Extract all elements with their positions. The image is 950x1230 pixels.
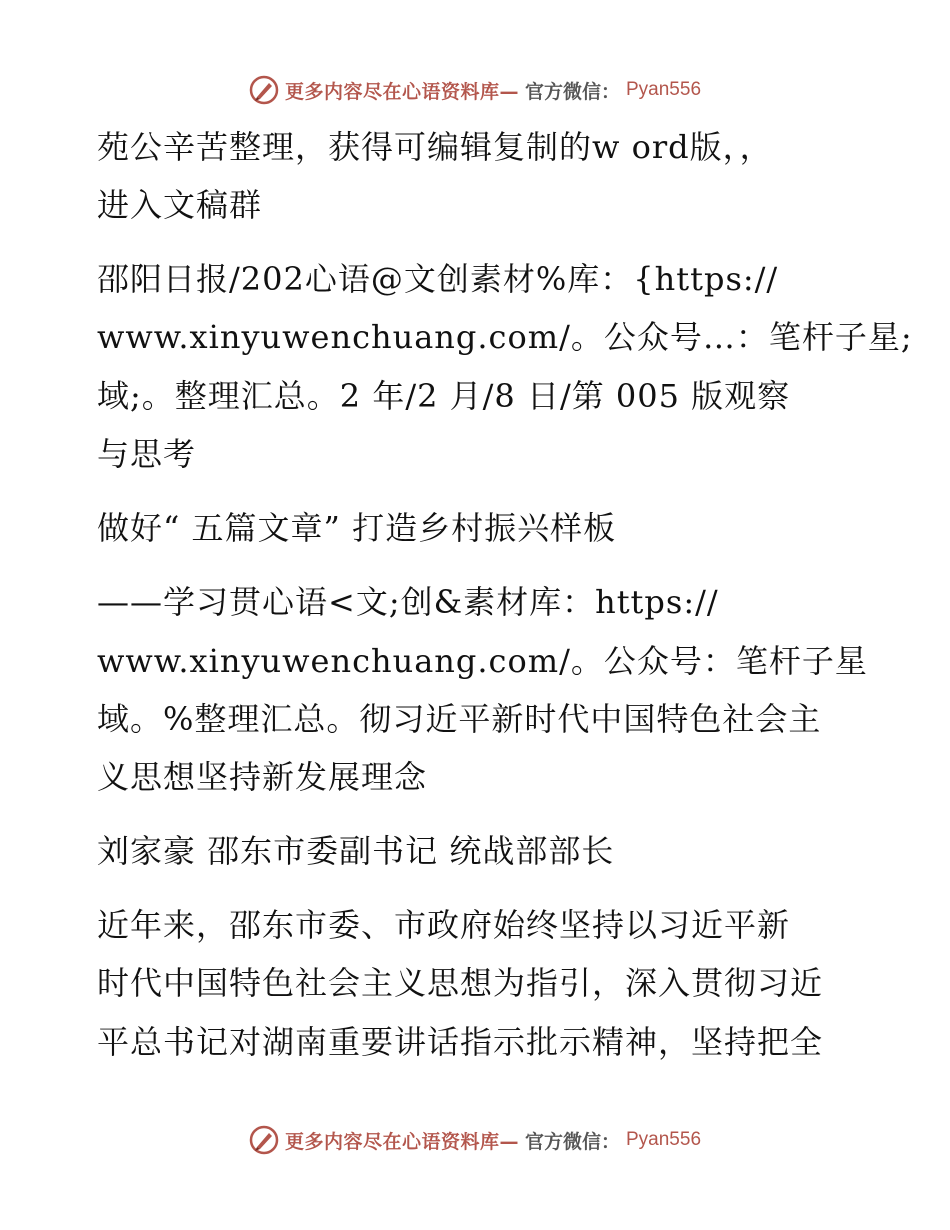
text-line: www.xinyuwenchuang.com/。公众号…：笔杆子星; <box>97 318 913 356</box>
text-line: 义思想坚持新发展理念 <box>97 758 428 796</box>
watermark-wechat-label: 官方微信： <box>524 80 620 103</box>
text-line: 域。%整理汇总。彻习近平新时代中国特色社会主 <box>97 700 822 738</box>
watermark-wechat-id: Pyan556 <box>626 1129 702 1150</box>
text-line: 与思考 <box>97 435 197 473</box>
watermark-wechat-label: 官方微信： <box>524 1130 620 1153</box>
text-line: 进入文稿群 <box>97 186 263 224</box>
text-line: ——学习贯心语<文;创&素材库：https:// <box>97 583 719 621</box>
header-watermark <box>0 70 950 110</box>
watermark-slogan: 更多内容尽在心语资料库— <box>284 1130 519 1153</box>
text-line: 域;。整理汇总。2 年/2 月/8 日/第 005 版观察 <box>97 377 791 415</box>
pen-logo-icon <box>249 75 279 105</box>
text-line: 刘家豪 邵东市委副书记 统战部部长 <box>97 832 615 870</box>
text-line: www.xinyuwenchuang.com/。公众号：笔杆子星 <box>97 642 868 680</box>
text-line: 平总书记对湖南重要讲话指示批示精神，坚持把全 <box>97 1023 824 1061</box>
text-line: 做好“ 五篇文章” 打造乡村振兴样板 <box>97 509 617 547</box>
text-line: 邵阳日报/202心语@文创素材%库：{https:// <box>97 260 779 298</box>
text-line: 时代中国特色社会主义思想为指引，深入贯彻习近 <box>97 964 824 1002</box>
watermark-slogan: 更多内容尽在心语资料库— <box>284 80 519 103</box>
text-line: 近年来，邵东市委、市政府始终坚持以习近平新 <box>97 906 791 944</box>
text-line: 苑公辛苦整理，获得可编辑复制的w ord版，， <box>97 128 773 166</box>
footer-watermark <box>0 1120 950 1160</box>
pen-logo-icon <box>249 1125 279 1155</box>
watermark-wechat-id: Pyan556 <box>626 79 702 100</box>
